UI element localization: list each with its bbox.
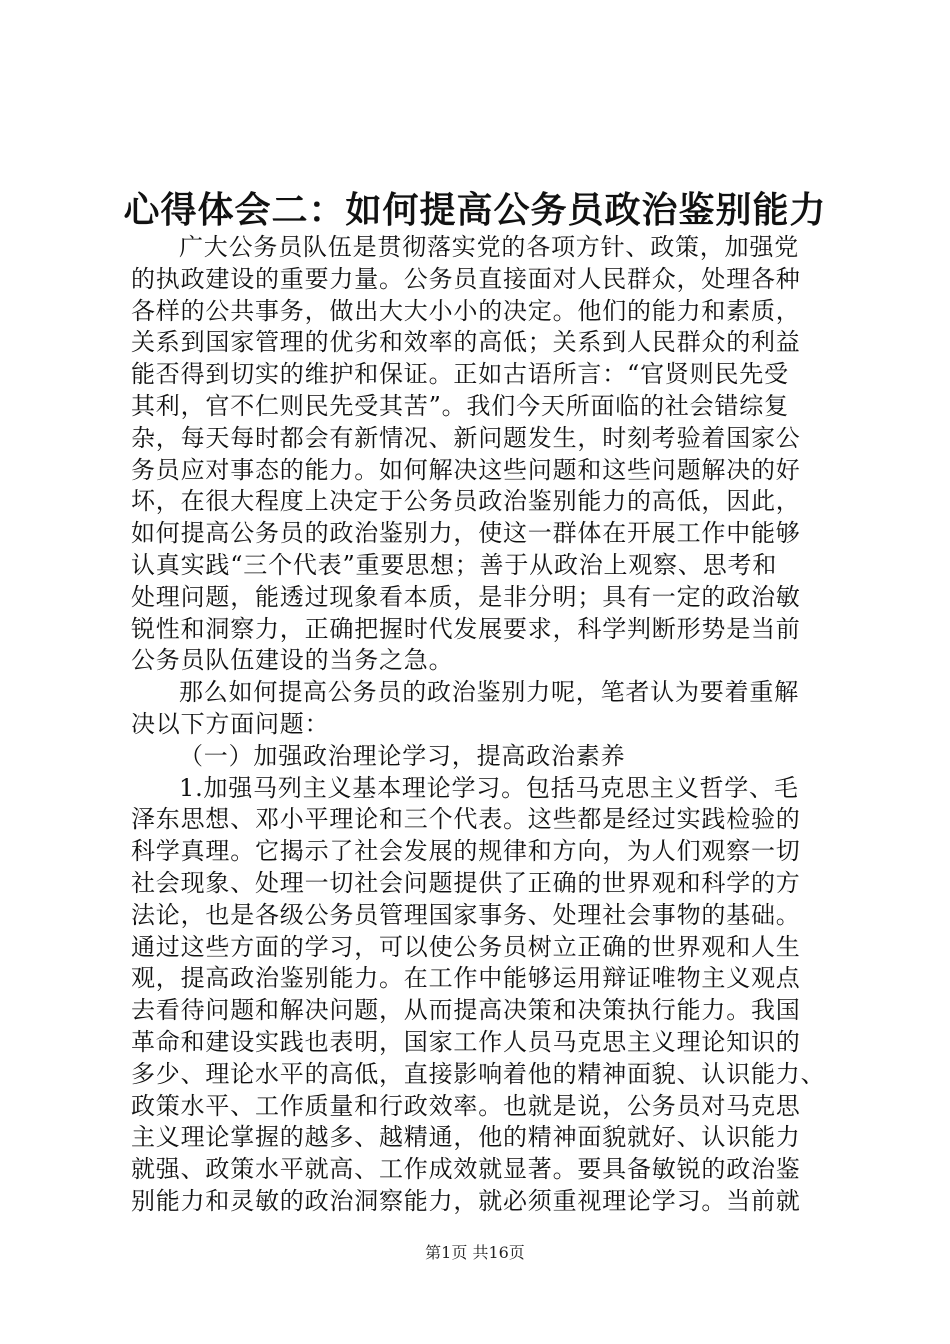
text-line: 多少、理论水平的高低，直接影响着他的精神面貌、认识能力、 xyxy=(131,1059,826,1088)
text-line: 杂，每天每时都会有新情况、新问题发生，时刻考验着国家公 xyxy=(131,423,801,452)
text-line: 别能力和灵敏的政治洞察能力，就必须重视理论学习。当前就 xyxy=(131,1186,801,1215)
text-line: 社会现象、处理一切社会问题提供了正确的世界观和科学的方 xyxy=(131,868,801,897)
text-line: 坏，在很大程度上决定于公务员政治鉴别能力的高低，因此， xyxy=(131,487,801,516)
document-body xyxy=(131,232,836,1218)
text-line: 处理问题，能透过现象看本质，是非分明；具有一定的政治敏 xyxy=(131,582,801,611)
text-line: 革命和建设实践也表明，国家工作人员马克思主义理论知识的 xyxy=(131,1027,801,1056)
text-line: 法论，也是各级公务员管理国家事务、处理社会事物的基础。 xyxy=(131,900,801,929)
document-title: 心得体会二：如何提高公务员政治鉴别能力 xyxy=(123,189,827,231)
text-line: 能否得到切实的维护和保证。正如古语所言：“官贤则民先受 xyxy=(131,360,789,389)
text-line: 观，提高政治鉴别能力。在工作中能够运用辩证唯物主义观点 xyxy=(131,964,801,993)
text-line: 关系到国家管理的优劣和效率的高低；关系到人民群众的利益 xyxy=(131,328,801,357)
text-line: 公务员队伍建设的当务之急。 xyxy=(131,646,454,675)
text-line: 去看待问题和解决问题，从而提高决策和决策执行能力。我国 xyxy=(131,996,801,1025)
text-line: 那么如何提高公务员的政治鉴别力呢，笔者认为要着重解 xyxy=(179,678,799,707)
text-line: 科学真理。它揭示了社会发展的规律和方向，为人们观察一切 xyxy=(131,837,801,866)
text-line: 政策水平、工作质量和行政效率。也就是说，公务员对马克思 xyxy=(131,1091,801,1120)
text-line: 通过这些方面的学习，可以使公务员树立正确的世界观和人生 xyxy=(131,932,801,961)
page-footer: 第1页 共16页 xyxy=(425,1243,525,1262)
text-line: 决以下方面问题： xyxy=(131,709,330,738)
text-line: 广大公务员队伍是贯彻落实党的各项方针、政策，加强党 xyxy=(179,233,799,261)
text-line: 其利，官不仁则民先受其苦”。我们今天所面临的社会错综复 xyxy=(131,391,789,420)
text-line: 1.加强马列主义基本理论学习。包括马克思主义哲学、毛 xyxy=(179,773,799,802)
text-line: 主义理论掌握的越多、越精通，他的精神面貌就好、认识能力 xyxy=(131,1123,801,1152)
text-line: 务员应对事态的能力。如何解决这些问题和这些问题解决的好 xyxy=(131,455,801,484)
text-line: 泽东思想、邓小平理论和三个代表。这些都是经过实践检验的 xyxy=(131,805,801,834)
text-line: 如何提高公务员的政治鉴别力，使这一群体在开展工作中能够 xyxy=(131,519,801,548)
text-line: 的执政建设的重要力量。公务员直接面对人民群众，处理各种 xyxy=(131,264,801,293)
text-line: （一）加强政治理论学习，提高政治素养 xyxy=(179,741,626,770)
text-line: 就强、政策水平就高、工作成效就显著。要具备敏锐的政治鉴 xyxy=(131,1155,801,1184)
text-line: 锐性和洞察力，正确把握时代发展要求，科学判断形势是当前 xyxy=(131,614,801,643)
text-line: 各样的公共事务，做出大大小小的决定。他们的能力和素质， xyxy=(131,296,801,325)
text-line: 认真实践“三个代表”重要思想；善于从政治上观察、思考和 xyxy=(131,550,778,579)
